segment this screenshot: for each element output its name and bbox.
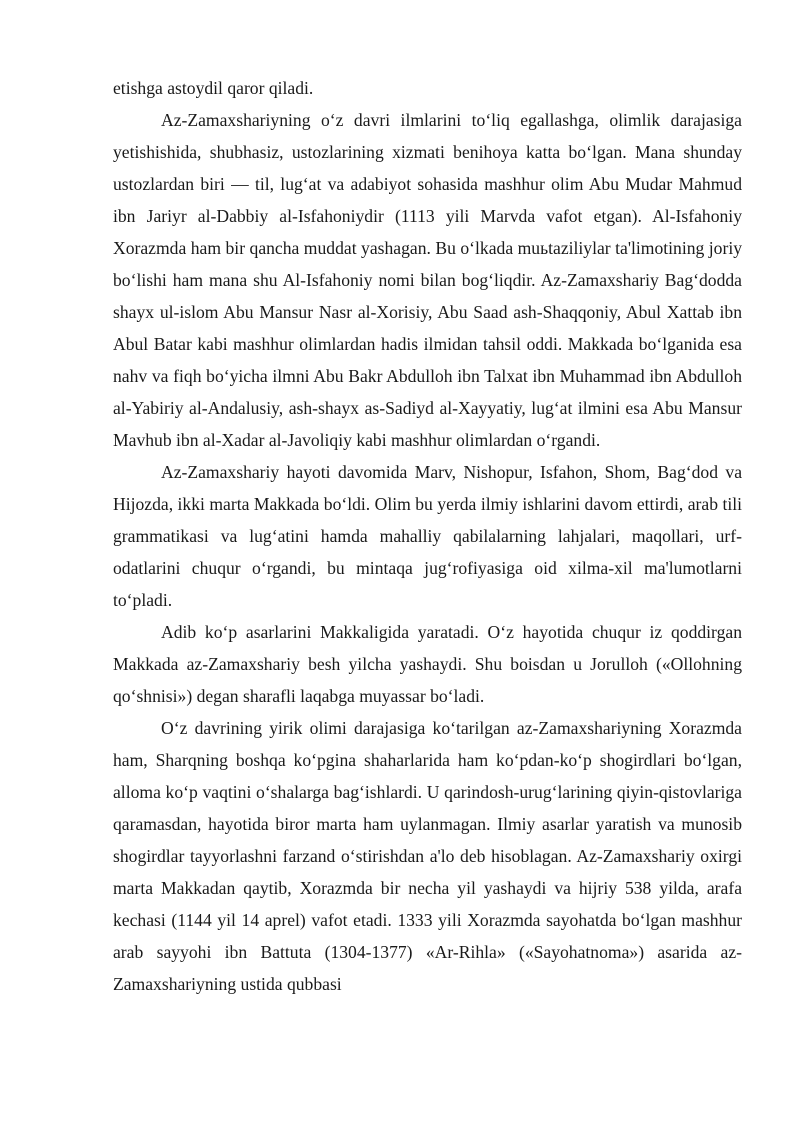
paragraph-makkah: Adib ko‘p asarlarini Makkaligida yaratadi. O‘z hayotida chuqur iz qoddirgan Makkada az-Zamaxshariy besh yilcha yashaydi. Shu boisdan u Jorulloh («Ollohning qo‘shnisi») degan sharafli laqabga muyassar bo‘ladi. <box>113 622 742 706</box>
document-page <box>113 72 742 1000</box>
paragraph-students: O‘z davrining yirik olimi darajasiga ko‘tarilgan az-Zamaxshariyning Xorazmda ham, Sharqning boshqa ko‘pgina shaharlarida ham ko‘pdan-ko‘p shogirdlari bo‘lgan, alloma ko‘p vaqtini o‘shalarga bag‘ishlardi. U qarindosh-urug‘larining qiyin-qistovlariga qaramasdan, hayotida biror marta ham uylanmagan. Ilmiy asarlar yaratish va munosib shogirdlar tayyorlashni farzand o‘stirishdan a'lo deb hisoblagan. Az-Zamaxshariy oxirgi marta Makkadan qaytib, Xorazmda bir necha yil yashaydi va hijriy 538 yilda, arafa kechasi (1144 yil 14 aprel) vafot etadi. 1333 yili Xorazmda sayohatda bo‘lgan mashhur arab sayyohi ibn Battuta (1304-1377) «Ar-Rihla» («Sayohatnoma») asarida az-Zamaxshariyning ustida qubbasi <box>113 718 742 994</box>
paragraph-continuation: etishga astoydil qaror qiladi. <box>113 78 314 98</box>
paragraph-teachers: Az-Zamaxshariyning o‘z davri ilmlarini to‘liq egallashga, olimlik darajasiga yetishishida, shubhasiz, ustozlarining xizmati benihoya katta bo‘lgan. Mana shunday ustozlardan biri — til, lug‘at va adabiyot sohasida mashhur olim Abu Mudar Mahmud ibn Jariyr al-Dabbiy al-Isfahoniydir (1113 yili Marvda vafot etgan). Al-Isfahoniy Xorazmda ham bir qancha muddat yashagan. Bu o‘lkada muьtaziliylar ta'limotining joriy bo‘lishi ham mana shu Al-Isfahoniy nomi bilan bog‘liqdir. Az-Zamaxshariy Bag‘dodda shayx ul-islom Abu Mansur Nasr al-Xorisiy, Abu Saad ash-Shaqqoniy, Abul Xattab ibn Abul Batar kabi mashhur olimlardan hadis ilmidan tahsil oddi. Makkada bo‘lganida esa nahv va fiqh bo‘yicha ilmni Abu Bakr Abdulloh ibn Talxat ibn Muhammad ibn Abdulloh al-Yabiriy al-Andalusiy, ash-shayx as-Sadiyd al-Xayyatiy, lug‘at ilmini esa Abu Mansur Mavhub ibn al-Xadar al-Javoliqiy kabi mashhur olimlardan o‘rgandi. <box>113 110 742 450</box>
paragraph-travels: Az-Zamaxshariy hayoti davomida Marv, Nishopur, Isfahon, Shom, Bag‘dod va Hijozda, ikki marta Makkada bo‘ldi. Olim bu yerda ilmiy ishlarini davom ettirdi, arab tili grammatikasi va lug‘atini hamda mahalliy qabilalarning lahjalari, maqollari, urf-odatlarini chuqur o‘rgandi, bu mintaqa jug‘rofiyasiga oid xilma-xil ma'lumotlarni to‘pladi. <box>113 462 742 610</box>
